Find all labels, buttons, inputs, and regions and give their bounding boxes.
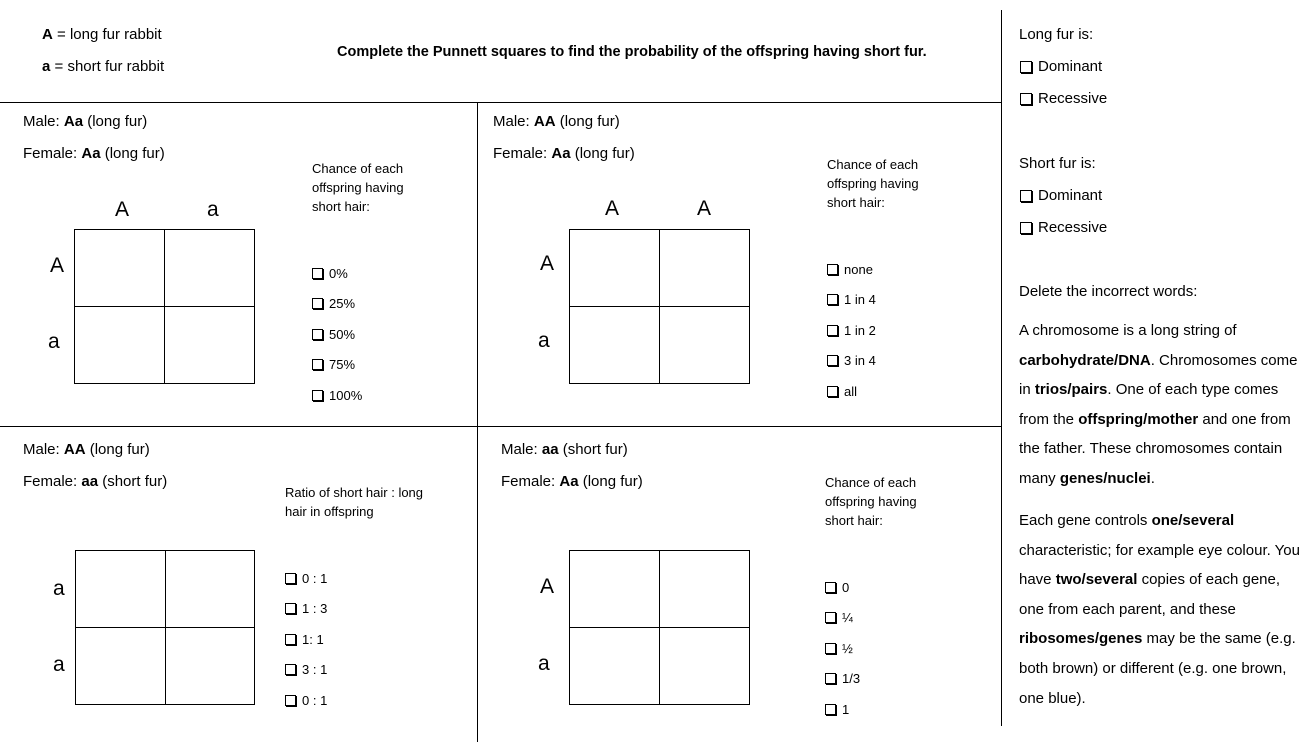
checkbox-icon[interactable] (825, 582, 836, 593)
checkbox-icon[interactable] (825, 643, 836, 654)
q2-punnett-square[interactable] (569, 229, 750, 384)
checkbox-icon[interactable] (312, 359, 323, 370)
option-label: Dominant (1038, 58, 1103, 75)
checkbox-icon[interactable] (1020, 61, 1032, 73)
short-fur-option-dominant[interactable] (1020, 187, 1102, 204)
q2-option[interactable] (827, 285, 876, 316)
q1-male-suffix: (long fur) (83, 113, 148, 130)
q2-option[interactable] (827, 315, 876, 346)
q2-male-genotype: AA (533, 113, 556, 130)
q4-question-line-1: Chance of each (825, 475, 917, 490)
q3-row-header-2: a (53, 653, 65, 676)
q4-question-line-3: short hair: (825, 513, 883, 528)
q3-option-label: 1 : 3 (302, 601, 328, 617)
checkbox-icon[interactable] (827, 355, 838, 366)
checkbox-icon[interactable] (312, 390, 323, 401)
q4-option[interactable] (825, 633, 860, 664)
option-label: Dominant (1038, 187, 1103, 204)
q3-female-genotype: aa (81, 473, 99, 490)
q1-col-header-2: a (207, 198, 219, 221)
q4-option[interactable] (825, 664, 860, 695)
word-choice[interactable]: two/several (1055, 571, 1138, 589)
q3-male-prefix: Male: (23, 441, 64, 458)
q1-male-genotype: Aa (63, 113, 84, 130)
q2-female-prefix: Female: (493, 145, 552, 162)
q3-option-label: 1: 1 (302, 631, 324, 647)
q2-male-prefix: Male: (493, 113, 534, 130)
chromosome-paragraph (1019, 316, 1309, 494)
q3-female-suffix: (short fur) (98, 473, 168, 490)
q4-question-line-2: offspring having (825, 494, 917, 509)
p2-text: Each gene controls (1019, 512, 1152, 529)
checkbox-icon[interactable] (825, 704, 836, 715)
checkbox-icon[interactable] (1020, 190, 1032, 202)
q2-col-header-2: A (697, 197, 712, 220)
p1-text: . (1150, 469, 1155, 487)
q2-option-label: all (844, 383, 858, 399)
checkbox-icon[interactable] (285, 634, 296, 645)
q2-female-genotype: Aa (551, 145, 571, 162)
q3-option[interactable] (285, 655, 327, 686)
q1-col-header-1: A (115, 198, 130, 221)
q3-option-label: 3 : 1 (302, 662, 328, 678)
q1-question (312, 159, 404, 216)
worksheet-title: Complete the Punnett squares to find the probability of the offspring having short fur. (337, 44, 927, 60)
checkbox-icon[interactable] (825, 673, 836, 684)
checkbox-icon[interactable] (285, 603, 296, 614)
q3-option[interactable] (285, 594, 327, 625)
q2-row-header-1: A (540, 252, 555, 275)
q2-male-suffix: (long fur) (555, 113, 620, 130)
q4-option[interactable] (825, 694, 860, 725)
q2-col-header-1: A (605, 197, 620, 220)
q2-option[interactable] (827, 346, 876, 377)
checkbox-icon[interactable] (285, 664, 296, 675)
checkbox-icon[interactable] (312, 298, 323, 309)
q1-option[interactable] (312, 380, 362, 411)
option-label: Recessive (1038, 219, 1108, 236)
q4-option-label: 0 (842, 579, 850, 595)
q3-option-label: 0 : 1 (302, 570, 328, 586)
q1-option-label: 100% (329, 387, 363, 403)
q3-male-genotype: AA (63, 441, 86, 458)
q1-option-label: 50% (329, 326, 356, 342)
q3-punnett-square[interactable] (75, 550, 255, 705)
q3-male (23, 441, 150, 458)
q1-option[interactable] (312, 319, 362, 350)
q1-option[interactable] (312, 289, 362, 320)
sidebar-divider (1001, 10, 1002, 726)
q2-female-suffix: (long fur) (570, 145, 635, 162)
q3-question-line-2: hair in offspring (285, 504, 374, 519)
q1-male-prefix: Male: (23, 113, 64, 130)
q3-female-prefix: Female: (23, 473, 82, 490)
option-label: Recessive (1038, 90, 1108, 107)
p1-text: . Chromosomes come in (1019, 351, 1298, 399)
q1-options (312, 258, 362, 411)
q4-option[interactable] (825, 572, 860, 603)
checkbox-icon[interactable] (312, 329, 323, 340)
checkbox-icon[interactable] (825, 612, 836, 623)
center-vertical-divider (477, 102, 478, 742)
word-choice[interactable]: trios/pairs (1034, 381, 1108, 399)
long-fur-label: Long fur is: (1019, 26, 1094, 43)
p2-text: copies of each gene, one from each parent, and these (1019, 571, 1281, 618)
q3-option[interactable] (285, 685, 327, 716)
q4-male-genotype: aa (541, 441, 559, 458)
q2-option[interactable] (827, 254, 876, 285)
key-a-symbol: a (42, 58, 51, 75)
q4-punnett-square[interactable] (569, 550, 750, 705)
p1-text: and one from the father. These chromosomes contain many (1019, 410, 1291, 487)
p1-text: . One of each type comes from the (1019, 381, 1279, 428)
q1-option[interactable] (312, 258, 362, 289)
q1-male (23, 113, 147, 130)
delete-instruction: Delete the incorrect words: (1019, 283, 1198, 300)
q1-female (23, 145, 165, 162)
q4-row-header-2: a (538, 652, 550, 675)
q4-male-prefix: Male: (501, 441, 542, 458)
checkbox-icon[interactable] (312, 268, 323, 279)
q4-female-prefix: Female: (501, 473, 560, 490)
key-A-text: = long fur rabbit (52, 26, 162, 43)
q2-female (493, 145, 635, 162)
q4-options (825, 572, 860, 725)
q4-female-suffix: (long fur) (578, 473, 643, 490)
checkbox-icon[interactable] (1020, 93, 1032, 105)
checkbox-icon[interactable] (1020, 222, 1032, 234)
checkbox-icon[interactable] (827, 325, 838, 336)
q4-option-label: ¼ (842, 610, 853, 626)
q4-option-label: 1/3 (842, 671, 861, 687)
header-divider (0, 102, 1001, 103)
q4-female (501, 473, 643, 490)
checkbox-icon[interactable] (827, 294, 838, 305)
q4-option-label: ½ (842, 640, 853, 656)
q1-option-label: 75% (329, 357, 356, 373)
q3-option[interactable] (285, 563, 327, 594)
key-A-symbol: A (42, 26, 53, 43)
key-long-fur (42, 26, 162, 43)
word-choice[interactable]: carbohydrate/DNA (1019, 351, 1151, 369)
long-fur-option-dominant[interactable] (1020, 58, 1102, 75)
q1-row-header-2: a (48, 330, 60, 353)
word-choice[interactable]: ribosomes/genes (1019, 630, 1143, 648)
q2-option-label: 1 in 2 (844, 322, 876, 338)
q1-female-suffix: (long fur) (100, 145, 165, 162)
q1-option-label: 0% (329, 265, 348, 281)
q3-male-suffix: (long fur) (85, 441, 150, 458)
short-fur-option-recessive[interactable] (1020, 219, 1107, 236)
word-choice[interactable]: offspring/mother (1078, 410, 1199, 428)
q2-row-header-2: a (538, 329, 550, 352)
checkbox-icon[interactable] (827, 386, 838, 397)
q1-female-genotype: Aa (81, 145, 101, 162)
q1-female-prefix: Female: (23, 145, 82, 162)
q4-male-suffix: (short fur) (558, 441, 628, 458)
q3-female (23, 473, 167, 490)
checkbox-icon[interactable] (827, 264, 838, 275)
q3-option[interactable] (285, 624, 327, 655)
q4-male (501, 441, 628, 458)
q2-options (827, 254, 876, 407)
p2-text: characteristic; for example eye colour. You have (1019, 541, 1300, 589)
q2-option-label: 3 in 4 (844, 353, 876, 369)
q1-row-header-1: A (50, 254, 65, 277)
p1-text: A chromosome is a long string of (1019, 322, 1237, 339)
p2-text: may be the same (e.g. both brown) or different (e.g. one brown, one blue). (1019, 630, 1296, 707)
q3-row-header-1: a (53, 577, 65, 600)
q2-option-label: 1 in 4 (844, 292, 876, 308)
key-a-text: = short fur rabbit (50, 58, 165, 75)
q1-question-line-2: offspring having (312, 180, 404, 195)
q4-option-label: 1 (842, 701, 850, 717)
q2-question-line-2: offspring having (827, 176, 919, 191)
q3-question-line-1: Ratio of short hair : long (285, 485, 424, 500)
q2-option-label: none (844, 261, 873, 277)
long-fur-option-recessive[interactable] (1020, 90, 1107, 107)
q3-options (285, 563, 327, 716)
gene-paragraph (1019, 506, 1309, 713)
q4-female-genotype: Aa (559, 473, 579, 490)
middle-divider (0, 426, 1001, 427)
q1-punnett-square[interactable] (74, 229, 255, 384)
q4-row-header-1: A (540, 575, 555, 598)
q1-question-line-3: short hair: (312, 199, 370, 214)
q2-question (827, 155, 919, 212)
word-choice[interactable]: genes/nuclei (1059, 469, 1151, 487)
short-fur-label: Short fur is: (1019, 155, 1096, 172)
key-short-fur (42, 58, 164, 75)
q4-question (825, 473, 917, 530)
q4-option[interactable] (825, 603, 860, 634)
q1-option-label: 25% (329, 296, 356, 312)
q1-question-line-1: Chance of each (312, 161, 404, 176)
q1-option[interactable] (312, 350, 362, 381)
q3-question (285, 483, 423, 521)
q2-male (493, 113, 620, 130)
q3-option-label: 0 : 1 (302, 692, 328, 708)
checkbox-icon[interactable] (285, 573, 296, 584)
q2-question-line-3: short hair: (827, 195, 885, 210)
word-choice[interactable]: one/several (1151, 512, 1235, 529)
q2-option[interactable] (827, 376, 876, 407)
checkbox-icon[interactable] (285, 695, 296, 706)
q2-question-line-1: Chance of each (827, 157, 919, 172)
